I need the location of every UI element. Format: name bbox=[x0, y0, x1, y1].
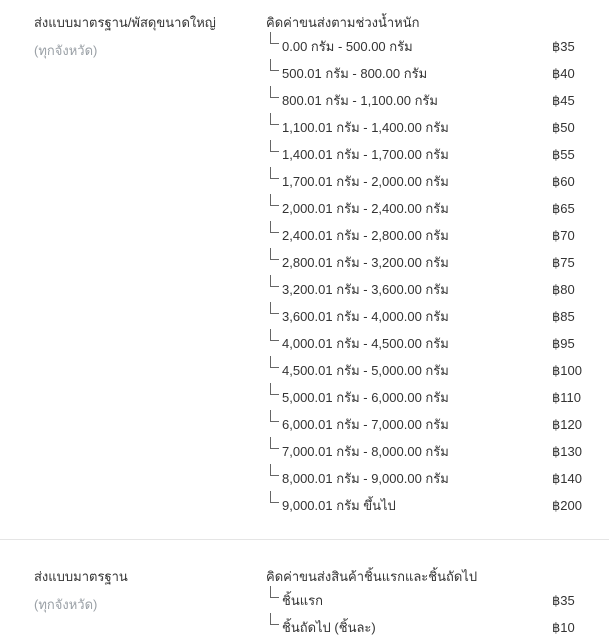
rate-row bbox=[266, 92, 586, 110]
shipping-price: ฿85 bbox=[552, 309, 575, 324]
shipping-price: ฿110 bbox=[552, 390, 581, 405]
tree-branch-icon bbox=[270, 586, 279, 598]
rate-row bbox=[266, 592, 586, 610]
rate-row bbox=[266, 227, 586, 245]
rate-table-title: คิดค่าขนส่งตามช่วงน้ำหนัก bbox=[266, 15, 420, 30]
weight-range: 2,400.01 กรัม - 2,800.00 กรัม bbox=[282, 228, 449, 243]
shipping-price: ฿65 bbox=[552, 201, 575, 216]
weight-range: 9,000.01 กรัม ขึ้นไป bbox=[282, 498, 396, 513]
tree-branch-icon bbox=[270, 383, 279, 395]
weight-range: 1,100.01 กรัม - 1,400.00 กรัม bbox=[282, 120, 449, 135]
tree-branch-icon bbox=[270, 194, 279, 206]
shipping-price: ฿80 bbox=[552, 282, 575, 297]
shipping-price: ฿120 bbox=[552, 417, 582, 432]
tree-branch-icon bbox=[270, 491, 279, 503]
tree-branch-icon bbox=[270, 410, 279, 422]
shipping-price: ฿200 bbox=[552, 498, 582, 513]
weight-range: 2,800.01 กรัม - 3,200.00 กรัม bbox=[282, 255, 449, 270]
rate-row bbox=[266, 38, 586, 56]
rate-row bbox=[266, 619, 586, 637]
shipping-price: ฿55 bbox=[552, 147, 575, 162]
tree-branch-icon bbox=[270, 221, 279, 233]
tree-branch-icon bbox=[270, 32, 279, 44]
rate-table-title: คิดค่าขนส่งสินค้าชิ้นแรกและชิ้นถัดไป bbox=[266, 569, 478, 584]
weight-range: 1,400.01 กรัม - 1,700.00 กรัม bbox=[282, 147, 449, 162]
weight-range: 4,000.01 กรัม - 4,500.00 กรัม bbox=[282, 336, 449, 351]
tree-branch-icon bbox=[270, 59, 279, 71]
weight-range: 4,500.01 กรัม - 5,000.00 กรัม bbox=[282, 363, 449, 378]
shipping-method-name: ส่งแบบมาตรฐาน bbox=[34, 569, 128, 584]
item-rate-label: ชิ้นแรก bbox=[282, 593, 323, 608]
tree-branch-icon bbox=[270, 464, 279, 476]
shipping-price: ฿140 bbox=[552, 471, 582, 486]
shipping-price: ฿60 bbox=[552, 174, 575, 189]
weight-range: 500.01 กรัม - 800.00 กรัม bbox=[282, 66, 428, 81]
rate-row bbox=[266, 443, 586, 461]
tree-branch-icon bbox=[270, 248, 279, 260]
tree-branch-icon bbox=[270, 329, 279, 341]
shipping-price: ฿35 bbox=[552, 593, 575, 608]
shipping-price: ฿100 bbox=[552, 363, 582, 378]
weight-range: 7,000.01 กรัม - 8,000.00 กรัม bbox=[282, 444, 449, 459]
weight-range: 2,000.01 กรัม - 2,400.00 กรัม bbox=[282, 201, 449, 216]
shipping-price: ฿95 bbox=[552, 336, 575, 351]
rate-row bbox=[266, 173, 586, 191]
shipping-price: ฿10 bbox=[552, 620, 575, 635]
shipping-price: ฿35 bbox=[552, 39, 575, 54]
rate-row bbox=[266, 65, 586, 83]
tree-branch-icon bbox=[270, 437, 279, 449]
section-divider bbox=[0, 539, 609, 540]
shipping-price: ฿130 bbox=[552, 444, 582, 459]
weight-range: 8,000.01 กรัม - 9,000.00 กรัม bbox=[282, 471, 449, 486]
rate-row bbox=[266, 308, 586, 326]
tree-branch-icon bbox=[270, 275, 279, 287]
rate-row bbox=[266, 254, 586, 272]
weight-range: 1,700.01 กรัม - 2,000.00 กรัม bbox=[282, 174, 449, 189]
shipping-method-region: (ทุกจังหวัด) bbox=[34, 43, 98, 58]
shipping-price: ฿45 bbox=[552, 93, 575, 108]
item-rate-label: ชิ้นถัดไป (ชิ้นละ) bbox=[282, 620, 376, 635]
shipping-method-region: (ทุกจังหวัด) bbox=[34, 597, 98, 612]
tree-branch-icon bbox=[270, 356, 279, 368]
rate-row bbox=[266, 497, 586, 515]
weight-range: 3,200.01 กรัม - 3,600.00 กรัม bbox=[282, 282, 449, 297]
weight-range: 0.00 กรัม - 500.00 กรัม bbox=[282, 39, 413, 54]
rate-row bbox=[266, 146, 586, 164]
shipping-price: ฿70 bbox=[552, 228, 575, 243]
rate-row bbox=[266, 200, 586, 218]
rate-row bbox=[266, 119, 586, 137]
weight-range: 6,000.01 กรัม - 7,000.00 กรัม bbox=[282, 417, 449, 432]
weight-range: 5,000.01 กรัม - 6,000.00 กรัม bbox=[282, 390, 449, 405]
tree-branch-icon bbox=[270, 167, 279, 179]
tree-branch-icon bbox=[270, 113, 279, 125]
shipping-price: ฿50 bbox=[552, 120, 575, 135]
weight-range: 3,600.01 กรัม - 4,000.00 กรัม bbox=[282, 309, 449, 324]
rate-row bbox=[266, 389, 586, 407]
rate-row bbox=[266, 281, 586, 299]
rate-row bbox=[266, 335, 586, 353]
rate-row bbox=[266, 416, 586, 434]
shipping-price: ฿40 bbox=[552, 66, 575, 81]
tree-branch-icon bbox=[270, 613, 279, 625]
weight-range: 800.01 กรัม - 1,100.00 กรัม bbox=[282, 93, 438, 108]
shipping-method-name: ส่งแบบมาตรฐาน/พัสดุขนาดใหญ่ bbox=[34, 15, 216, 30]
tree-branch-icon bbox=[270, 86, 279, 98]
shipping-price: ฿75 bbox=[552, 255, 575, 270]
tree-branch-icon bbox=[270, 140, 279, 152]
rate-row bbox=[266, 470, 586, 488]
tree-branch-icon bbox=[270, 302, 279, 314]
rate-row bbox=[266, 362, 586, 380]
